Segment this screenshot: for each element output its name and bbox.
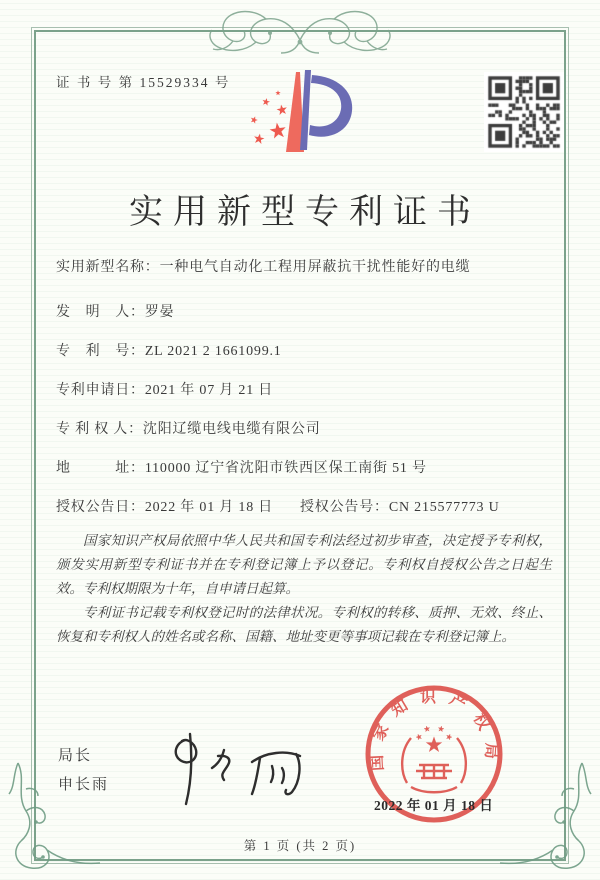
field-label: 实用新型名称： — [56, 260, 160, 275]
field-value: ZL 2021 2 1661099.1 — [144, 344, 282, 359]
certificate-fields — [56, 258, 556, 537]
field-value: 罗晏 — [144, 305, 175, 320]
field-value: 110000 辽宁省沈阳市铁西区保工南街 51 号 — [144, 461, 427, 476]
field-utility-model-name — [56, 258, 556, 303]
field-value: 2022 年 01 月 18 日 — [144, 500, 274, 515]
field-patent-number — [56, 342, 556, 381]
field-label: 专利申请日： — [56, 383, 145, 398]
field-value: CN 215577773 U — [388, 500, 500, 515]
field-value: 沈阳辽缆电线电缆有限公司 — [142, 422, 321, 437]
officer-title: 局长 — [58, 748, 93, 764]
page-number: 第 1 页 (共 2 页) — [243, 839, 357, 853]
legal-text — [56, 529, 552, 649]
field-label: 授权公告日： — [56, 500, 145, 515]
bottom-right-flourish-ornament — [493, 761, 598, 876]
officer-block — [58, 742, 109, 800]
field-inventor — [56, 303, 556, 342]
top-flourish-ornament — [180, 6, 420, 62]
field-label: 地 址： — [56, 461, 145, 476]
field-filing-date — [56, 381, 556, 420]
cnipa-logo-icon — [230, 68, 410, 178]
field-label: 授权公告号： — [300, 500, 389, 515]
seal-ring-text: 国家知识产权局 — [368, 688, 500, 772]
svg-text:国家知识产权局 — [366, 688, 500, 771]
field-label: 发 明 人： — [56, 305, 145, 320]
field-value: 2021 年 07 月 21 日 — [144, 383, 274, 398]
seal-date: 2022 年 01 月 18 日 — [374, 798, 494, 813]
national-emblem-icon — [402, 726, 466, 793]
field-value: 一种电气自动化工程用屏蔽抗干扰性能好的电缆 — [159, 260, 471, 275]
legal-paragraph: 国家知识产权局依照中华人民共和国专利法经过初步审查，决定授予专利权，颁发实用新型专利证书并在专利登记簿上予以登记。专利权自授权公告之日起生效。专利权期限为十年，自申请日起算。 — [56, 533, 552, 596]
grant-number — [300, 498, 500, 518]
officer-name: 申长雨 — [58, 777, 110, 793]
director-signature — [148, 710, 323, 810]
certificate-number: 证 书 号 第 15529334 号 — [56, 75, 231, 90]
legal-paragraph: 专利证书记载专利权登记时的法律状况。专利权的转移、质押、无效、终止、恢复和专利权人的姓名或名称、国籍、地址变更等事项记载在专利登记簿上。 — [56, 605, 552, 644]
field-patentee — [56, 420, 556, 459]
field-label: 专 利 号： — [56, 344, 145, 359]
qr-code — [484, 72, 564, 152]
field-address — [56, 459, 556, 498]
grant-date — [56, 498, 273, 518]
field-label: 专 利 权 人： — [56, 422, 143, 437]
certificate-title: 实用新型专利证书 — [129, 194, 481, 231]
